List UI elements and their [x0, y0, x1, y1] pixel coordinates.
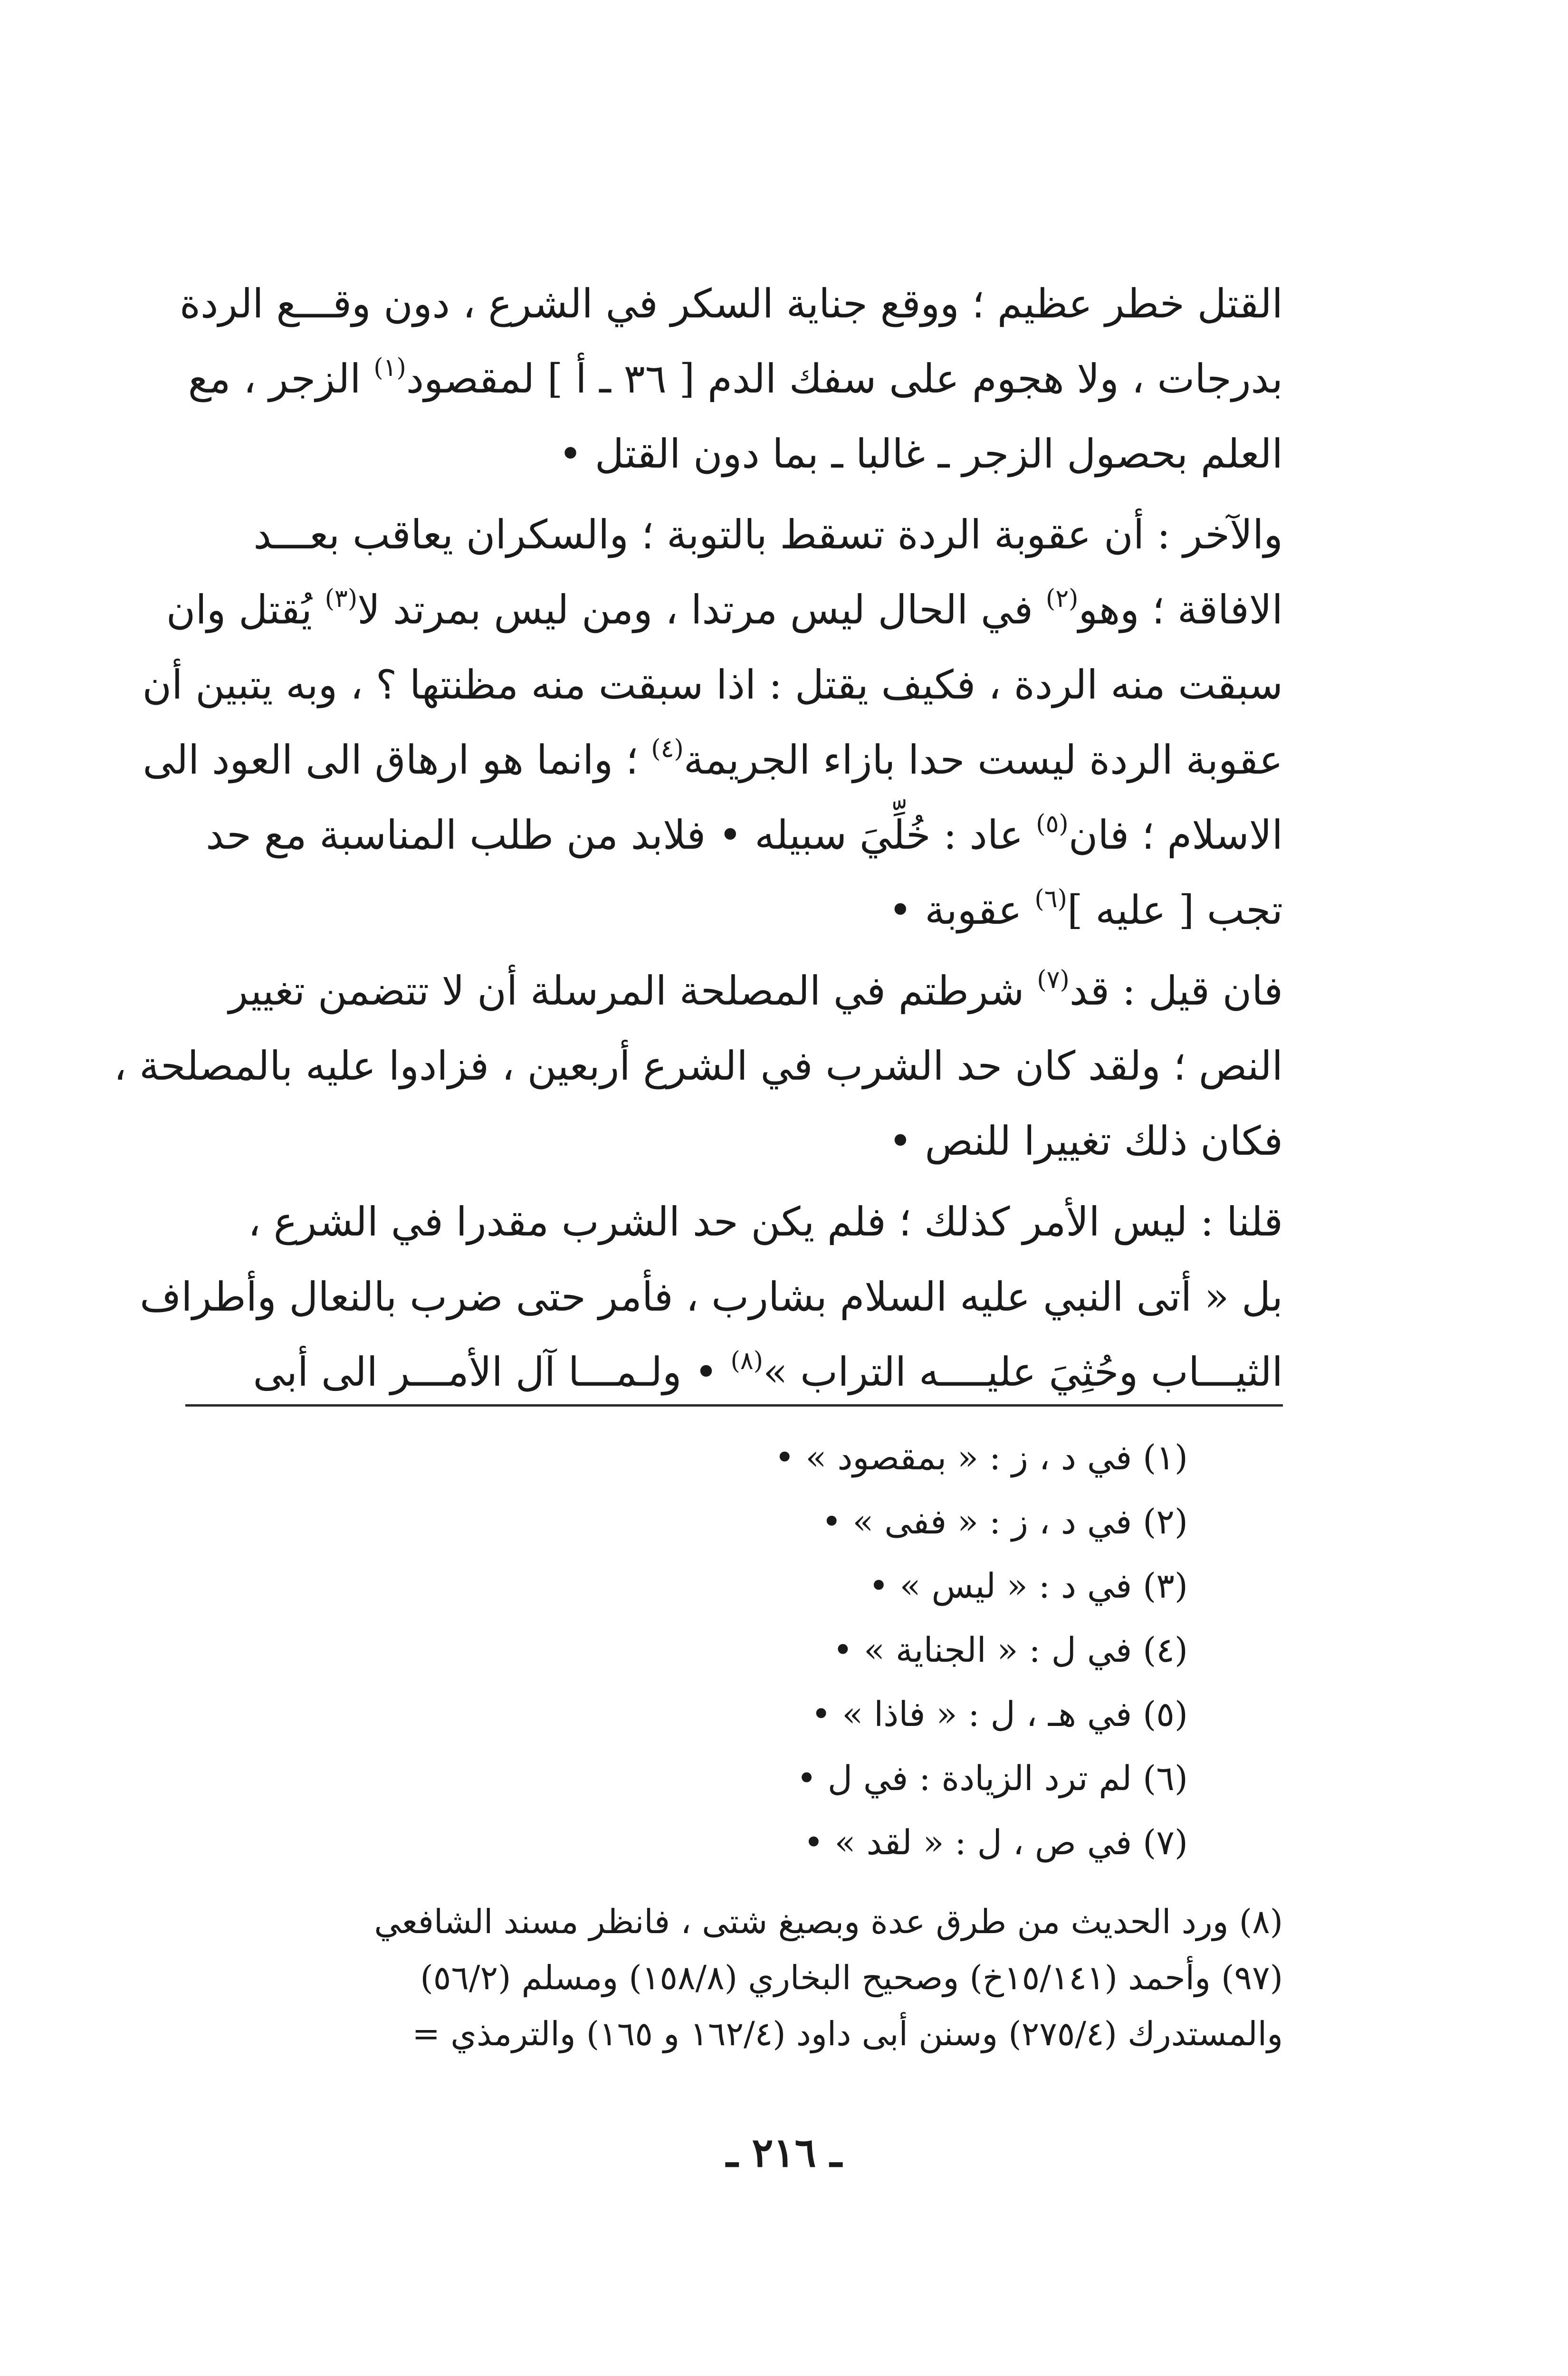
footnote-4: (٤) في ل : « الجناية » •	[832, 1630, 1188, 1670]
footnotes-list	[523, 1426, 1188, 1875]
footnote-7: (٧) في ص ، ل : « لقد » •	[803, 1822, 1188, 1862]
footnote-ref-5[interactable]: (٥)	[1036, 810, 1069, 838]
text-line: النص ؛ ولقد كان حد الشرب في الشرع أربعين ، فزادوا عليه بالمصلحة ،	[114, 1043, 1283, 1089]
text-segment: الافاقة ؛ وهو	[1078, 586, 1283, 633]
footnote-8-line: (٩٧) وأحمد (١٥/١٤١خ) وصحيح البخاري (١٥٨/٨) ومسلم (٥٦/٢)	[420, 1958, 1283, 1997]
text-line: قلنا : ليس الأمر كذلك ؛ فلم يكن حد الشرب مقدرا في الشرع ،	[248, 1198, 1283, 1245]
text-segment: الزجر ، مع	[188, 355, 374, 402]
text-line: والآخر : أن عقوبة الردة تسقط بالتوبة ؛ والسكران يعاقب بعـــد	[253, 511, 1283, 558]
paragraph-3	[114, 953, 1283, 1178]
text-line	[166, 572, 1283, 647]
text-segment: تجب [ عليه ]	[1067, 887, 1283, 933]
footnote-3: (٣) في د : « ليس » •	[869, 1566, 1188, 1606]
footnote-ref-1[interactable]: (١)	[373, 354, 406, 382]
text-segment: عاد : خُلِّيَ سبيله • فلابد من طلب المناسبة مع حد	[206, 812, 1036, 858]
text-line: العلم بحصول الزجر ـ غالبا ـ بما دون القتل •	[558, 431, 1283, 477]
text-segment: في الحال ليس مرتدا ، ومن ليس بمرتد لا	[357, 586, 1046, 633]
text-segment: فان قيل : قد	[1069, 968, 1283, 1014]
footnote-6: (٦) لم ترد الزيادة : في ل •	[796, 1758, 1188, 1798]
footnote-ref-3[interactable]: (٣)	[325, 584, 358, 613]
text-line: فكان ذلك تغييرا للنص •	[889, 1118, 1283, 1164]
text-segment: عقوبة الردة ليست حدا بازاء الجريمة	[683, 737, 1283, 783]
text-line	[185, 872, 1283, 948]
main-text	[114, 266, 1283, 1415]
text-segment: بدرجات ، ولا هجوم على سفك الدم [ ٣٦ ـ أ ] لمقصود	[406, 355, 1283, 402]
footnote-1: (١) في د ، ز : « بمقصود » •	[774, 1437, 1188, 1477]
text-segment: • ولـمـــا آل الأمـــر الى أبى	[253, 1349, 731, 1395]
text-line	[143, 722, 1283, 797]
footnote-ref-6[interactable]: (٦)	[1034, 885, 1067, 913]
footnote-2: (٢) في د ، ز : « ففى » •	[821, 1502, 1188, 1542]
footnote-8-line: (٨) ورد الحديث من طرق عدة وبصيغ شتى ، فانظر مسند الشافعي	[374, 1902, 1283, 1941]
footnote-8	[185, 1894, 1283, 2062]
paragraph-1	[179, 266, 1283, 491]
text-line: سبقت منه الردة ، فكيف يقتل : اذا سبقت منه مظنتها ؟ ، وبه يتبين أن	[142, 661, 1283, 708]
text-line: بل « أتى النبي عليه السلام بشارب ، فأمر حتى ضرب بالنعال وأطراف	[140, 1274, 1283, 1320]
text-segment: ؛ وانما هو ارهاق الى العود الى	[143, 737, 651, 783]
text-line	[185, 1334, 1283, 1409]
footnote-ref-2[interactable]: (٢)	[1045, 584, 1079, 613]
paragraph-4	[140, 1184, 1283, 1409]
text-line: القتل خطر عظيم ؛ ووقع جناية السكر في الشرع ، دون وقـــع الردة	[179, 280, 1283, 327]
text-segment: الاسلام ؛ فان	[1068, 812, 1283, 858]
footnote-ref-4[interactable]: (٤)	[651, 735, 684, 763]
text-segment: شرطتم في المصلحة المرسلة أن لا تتضمن تغيير	[229, 968, 1037, 1014]
footnote-divider	[185, 1404, 1283, 1407]
text-segment: عقوبة •	[889, 887, 1035, 933]
footnote-ref-8[interactable]: (٨)	[730, 1347, 764, 1375]
footnote-ref-7[interactable]: (٧)	[1037, 966, 1070, 994]
footnote-5: (٥) في هـ ، ل : « فاذا » •	[811, 1694, 1188, 1734]
text-segment: يُقتل وان	[166, 586, 325, 633]
text-line	[185, 953, 1283, 1028]
footnote-8-line: والمستدرك (٢٧٥/٤) وسنن أبى داود (١٦٢/٤ و ١٦٥) والترمذي =	[412, 2014, 1283, 2053]
text-line	[185, 797, 1283, 872]
page-number: ـ ٢١٦ ـ	[726, 2129, 842, 2176]
text-line	[185, 341, 1283, 416]
text-segment: الثيـــاب وحُثِيَ عليــــه التراب »	[763, 1349, 1283, 1395]
paragraph-2	[142, 497, 1283, 948]
